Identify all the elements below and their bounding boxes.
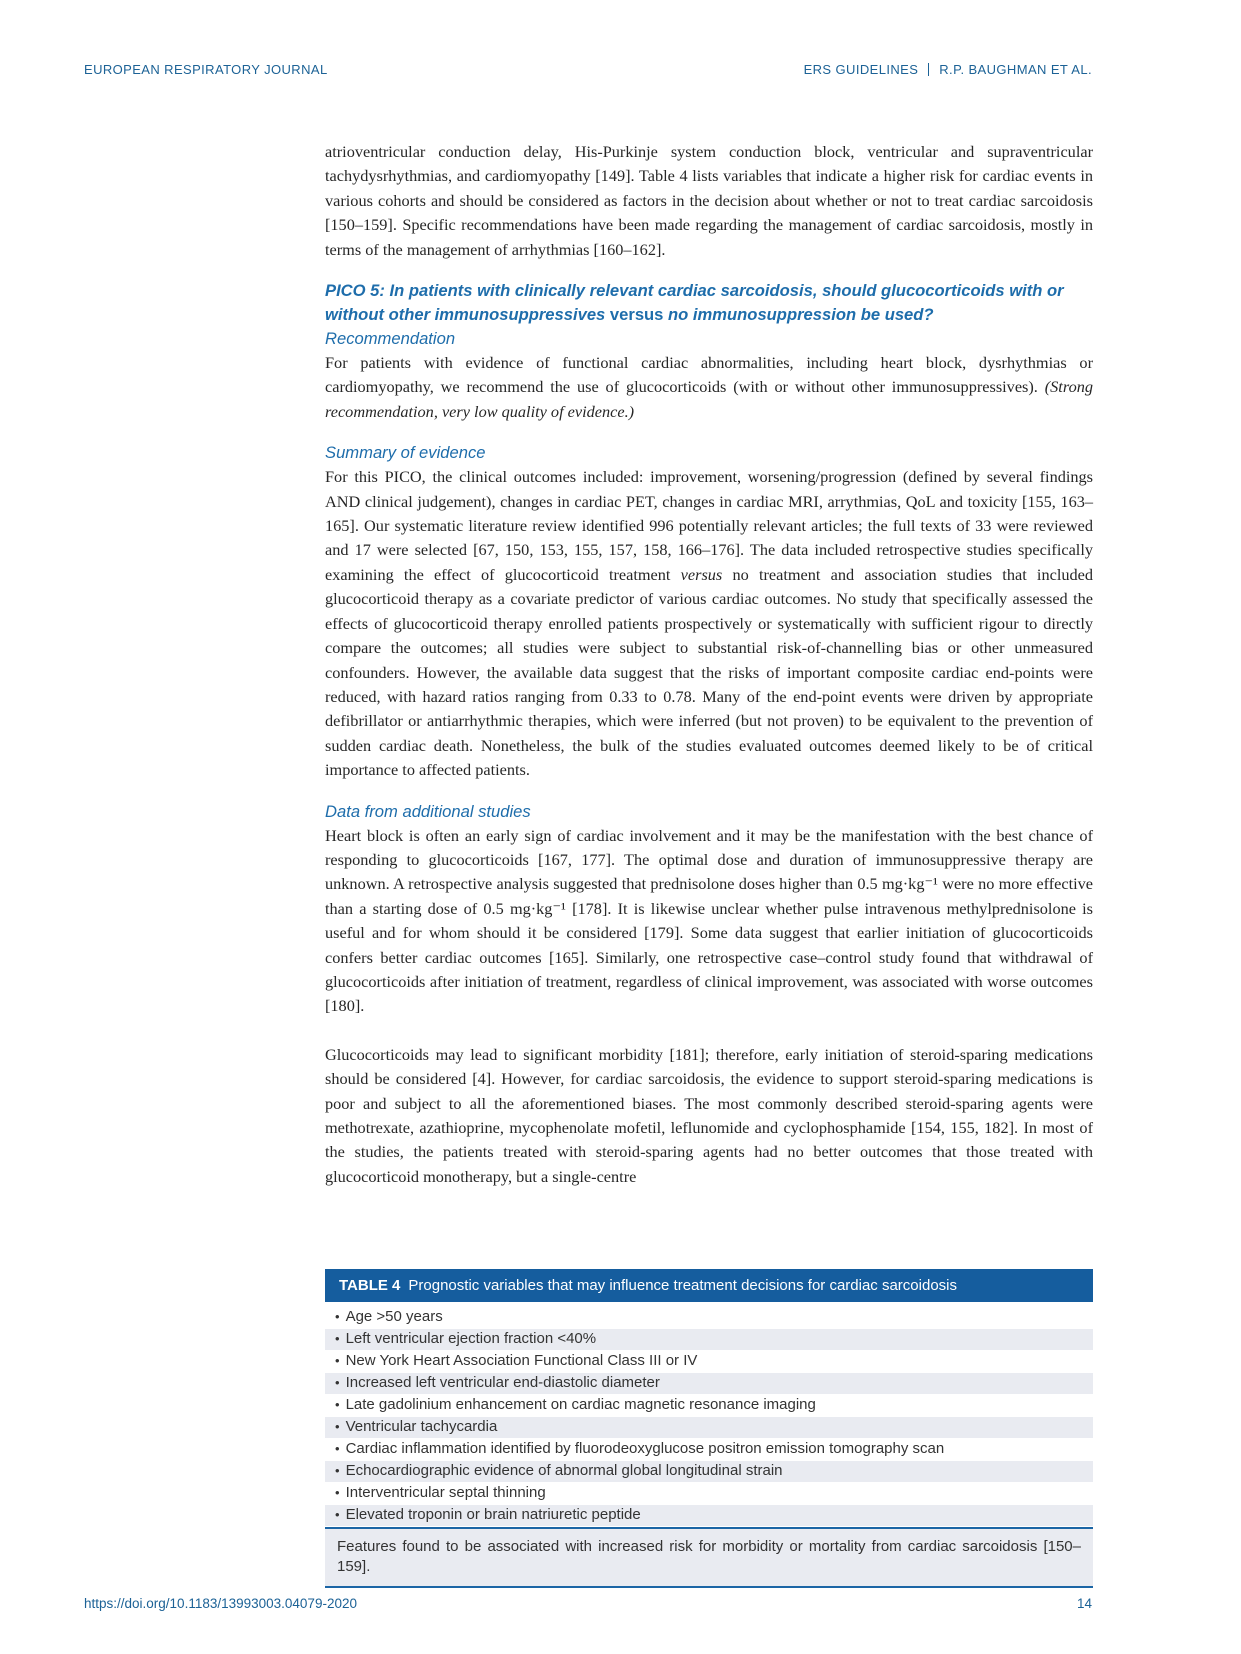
summary-text-2: no treatment and association studies that included glucocorticoid therapy as a covariate predictor of various cardiac outcomes. No study that specifically assessed the effects of glucocorticoid therapy enrolled patients prospectively or systematically with sufficient rigour to directly compare the outcomes; all studies were subject to substantial risk-of-channelling bias or other unmeasured confounders. However, the available data suggest that the risks of important composite cardiac end-points were reduced, with hazard ratios ranging from 0.33 to 0.78. Many of the end-point events were driven by appropriate defibrillator or antiarrhythmic therapies, which were inferred (but not proven) to be equivalent to the prevention of sudden cardiac death. Nonetheless, the bulk of the studies evaluated outcomes deemed likely to be of critical importance to affected patients. bbox=[325, 564, 1093, 780]
table-row bbox=[325, 1483, 1093, 1504]
bullet-icon: • bbox=[335, 1485, 340, 1501]
table-row bbox=[325, 1351, 1093, 1372]
table-row-text: Elevated troponin or brain natriuretic peptide bbox=[345, 1506, 641, 1524]
table-row bbox=[325, 1329, 1093, 1350]
table-row-text: Echocardiographic evidence of abnormal global longitudinal strain bbox=[345, 1462, 783, 1480]
table-4-footnote: Features found to be associated with increased risk for morbidity or mortality from cardiac sarcoidosis [150–159]. bbox=[325, 1529, 1093, 1588]
pico5-heading-text: PICO 5: In patients with clinically relevant cardiac sarcoidosis, should glucocorticoids with or without other immunosuppressives bbox=[325, 281, 1064, 325]
recommendation-text: For patients with evidence of functional cardiac abnormalities, including heart block, dysrhythmias or cardiomyopathy, we recommend the use of glucocorticoids (with or without other immunosuppressives). bbox=[325, 353, 1093, 397]
bullet-icon: • bbox=[335, 1375, 340, 1391]
table-row-text: Ventricular tachycardia bbox=[345, 1418, 498, 1436]
header-right bbox=[804, 61, 1092, 77]
summary-versus: versus bbox=[680, 564, 723, 584]
header-separator bbox=[928, 63, 929, 76]
pico5-heading-text2: no immunosuppression be used? bbox=[663, 305, 934, 325]
doi-link[interactable]: https://doi.org/10.1183/13993003.04079-2020 bbox=[84, 1596, 357, 1611]
bullet-icon: • bbox=[335, 1331, 340, 1347]
table-row bbox=[325, 1461, 1093, 1482]
bullet-icon: • bbox=[335, 1397, 340, 1413]
table-4-label: TABLE 4 bbox=[339, 1277, 401, 1295]
additional-studies-heading: Data from additional studies bbox=[325, 801, 531, 821]
intro-paragraph: atrioventricular conduction delay, His-Purkinje system conduction block, ventricular and supraventricular tachydysrhythmias, and cardiomyopathy [149]. Table 4 lists variables that indicate a higher risk for cardiac events in various cohorts and should be considered as factors in the decision about whether or not to treat cardiac sarcoidosis [150–159]. Specific recommendations have been made regarding the management of cardiac sarcoidosis, mostly in terms of the management of arrhythmias [160–162]. bbox=[325, 142, 1093, 259]
table-4-rows bbox=[325, 1307, 1093, 1526]
table-row-text: Age >50 years bbox=[345, 1308, 443, 1326]
summary-text-1: For this PICO, the clinical outcomes included: improvement, worsening/progression (defined by several findings AND clinical judgement), changes in cardiac PET, changes in cardiac MRI, arrythmias, QoL and toxicity [155, 163–165]. Our systematic literature review identified 996 potentially relevant articles; the full texts of 33 were reviewed and 17 were selected [67, 150, 153, 155, 157, 158, 166–176]. The data included retrospective studies specifically examining the effect of glucocorticoid treatment bbox=[325, 467, 1093, 584]
additional-studies-paragraph-2: Glucocorticoids may lead to significant morbidity [181]; therefore, early initiation of steroid-sparing medications should be considered [4]. However, for cardiac sarcoidosis, the evidence to support steroid-sparing medications is poor and subject to all the aforementioned biases. The most commonly described steroid-sparing agents were methotrexate, azathioprine, mycophenolate mofetil, leflunomide and cyclophosphamide [154, 155, 182]. In most of the studies, the patients treated with steroid-sparing agents had no better outcomes that those treated with glucocorticoid monotherapy, but a single-centre bbox=[325, 1044, 1093, 1186]
table-row bbox=[325, 1373, 1093, 1394]
bullet-icon: • bbox=[335, 1507, 340, 1523]
table-row-text: New York Heart Association Functional Class III or IV bbox=[345, 1352, 698, 1370]
table-4-title: Prognostic variables that may influence treatment decisions for cardiac sarcoidosis bbox=[408, 1277, 957, 1295]
pico5-heading bbox=[325, 279, 1093, 327]
header-authors: R.P. BAUGHMAN ET AL. bbox=[939, 62, 1092, 77]
table-4-header-bar bbox=[325, 1269, 1093, 1302]
table-row-text: Increased left ventricular end-diastolic diameter bbox=[345, 1374, 660, 1392]
additional-studies-paragraph-1: Heart block is often an early sign of cardiac involvement and it may be the manifestation with the best chance of responding to glucocorticoids [167, 177]. The optimal dose and duration of immunosuppressive therapy are unknown. A retrospective analysis suggested that prednisolone doses higher than 0.5 mg·kg⁻¹ were no more effective than a starting dose of 0.5 mg·kg⁻¹ [178]. It is likewise unclear whether pulse intravenous methylprednisolone is useful and for whom should it be considered [179]. Some data suggest that earlier initiation of glucocorticoids confers better cardiac outcomes [165]. Similarly, one retrospective case–control study found that withdrawal of glucocorticoids after initiation of treatment, regardless of clinical improvement, was associated with worse outcomes [180]. bbox=[325, 825, 1093, 1016]
bullet-icon: • bbox=[335, 1353, 340, 1369]
table-row-text: Interventricular septal thinning bbox=[345, 1484, 546, 1502]
page-footer bbox=[84, 1596, 1092, 1611]
table-row bbox=[325, 1439, 1093, 1460]
recommendation-paragraph bbox=[325, 351, 1093, 424]
article-body bbox=[325, 140, 1093, 1588]
journal-name: EUROPEAN RESPIRATORY JOURNAL bbox=[84, 62, 328, 77]
pico5-heading-versus: versus bbox=[609, 305, 664, 325]
summary-heading: Summary of evidence bbox=[325, 443, 486, 463]
table-4 bbox=[325, 1269, 1093, 1588]
bullet-icon: • bbox=[335, 1463, 340, 1479]
bullet-icon: • bbox=[335, 1419, 340, 1435]
table-row-text: Cardiac inflammation identified by fluorodeoxyglucose positron emission tomography scan bbox=[345, 1440, 945, 1458]
table-row-text: Late gadolinium enhancement on cardiac magnetic resonance imaging bbox=[345, 1396, 816, 1414]
recommendation-heading: Recommendation bbox=[325, 329, 456, 349]
header-section-label: ERS GUIDELINES bbox=[803, 62, 919, 77]
recommendation-grade: (Strong recommendation, very low quality of evidence.) bbox=[325, 377, 1093, 421]
table-row bbox=[325, 1395, 1093, 1416]
page-header bbox=[84, 61, 1092, 77]
summary-paragraph bbox=[325, 465, 1093, 782]
table-row bbox=[325, 1417, 1093, 1438]
bullet-icon: • bbox=[335, 1309, 340, 1325]
table-row bbox=[325, 1307, 1093, 1328]
page-number: 14 bbox=[1076, 1596, 1092, 1611]
bullet-icon: • bbox=[335, 1441, 340, 1457]
table-row-text: Left ventricular ejection fraction <40% bbox=[345, 1330, 597, 1348]
table-row bbox=[325, 1505, 1093, 1526]
